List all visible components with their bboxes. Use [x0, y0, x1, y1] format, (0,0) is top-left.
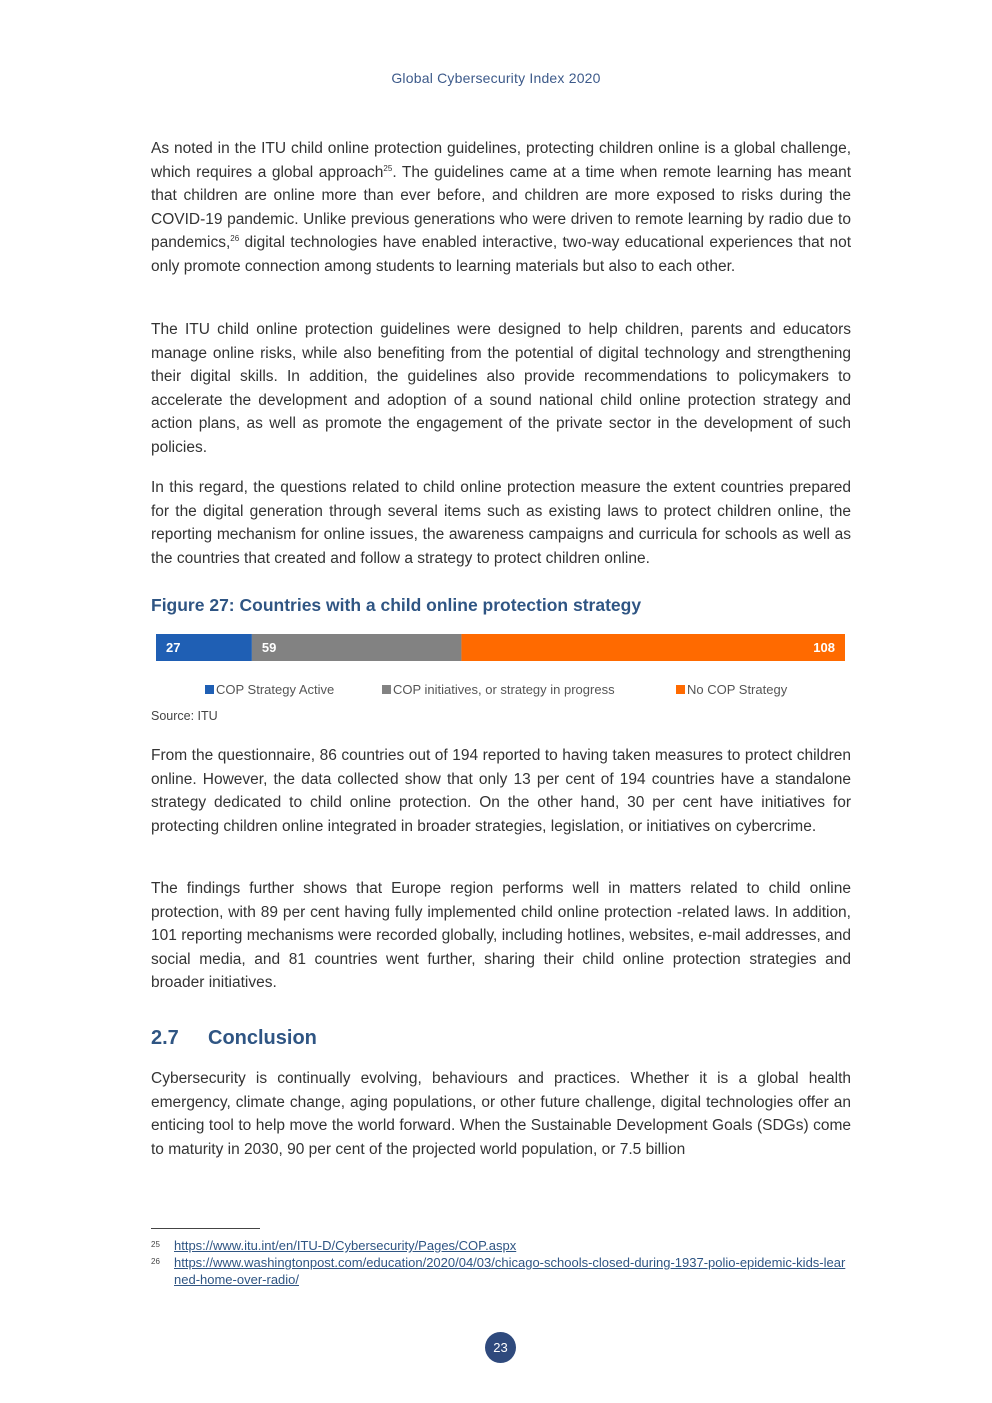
- footnotes: [151, 1237, 851, 1288]
- legend-swatch-active: [205, 685, 214, 694]
- legend-label-in-progress: COP initiatives, or strategy in progress: [393, 682, 615, 697]
- footnote-divider: [151, 1228, 260, 1229]
- paragraph-3: In this regard, the questions related to child online protection measure the extent countries prepared for the digital generation through several items such as existing laws to protect children online, the reporting mechanism for online issues, the awareness campaigns and curricula for schools as well as the countries that created and follow a strategy to protect children online.: [151, 479, 851, 567]
- footnote-25: [151, 1237, 851, 1254]
- footnote-ref-26[interactable]: 26: [230, 234, 240, 244]
- legend-label-active: COP Strategy Active: [216, 682, 335, 697]
- stacked-bar-chart: [151, 628, 851, 668]
- figure-title: Figure 27: Countries with a child online protection strategy: [151, 595, 642, 615]
- section-number: 2.7: [151, 1027, 179, 1049]
- paragraph-2: The ITU child online protection guidelines were designed to help children, parents and educators manage online risks, while also benefiting from the potential of digital technology and strengthening their digital skills. In addition, the guidelines also provide recommendations to policymakers to accelerate the development and adoption of a sound national child online protection strategy and action plans, as well as promote the engagement of the private sector in the development of such policies.: [151, 321, 851, 456]
- running-header: Global Cybersecurity Index 2020: [391, 70, 601, 86]
- bar-label-none: 108: [813, 640, 835, 655]
- section-title: Conclusion: [208, 1027, 317, 1049]
- legend-label-none: No COP Strategy: [687, 682, 788, 697]
- footnote-number: 25: [151, 1240, 160, 1249]
- p1-text-a: As noted in the ITU child online protection guidelines, protecting children online is a global challenge, which requires a global approach: [151, 140, 851, 181]
- bar-label-active: 27: [166, 640, 181, 655]
- legend-item-active: [205, 682, 334, 697]
- bar-label-in-progress: 59: [261, 640, 277, 655]
- p1-text-b: . The guidelines came at a time when remote learning has meant that children are online more than ever before, and children are more exposed to risks during the COVID-19 pandemic. Unlike previous generations who were driven to remote learning by radio due to pandemics,: [151, 163, 852, 252]
- figure-source: Source: ITU: [151, 709, 218, 723]
- bar-segment-in-progress: [252, 634, 462, 661]
- section-heading: [151, 1027, 317, 1050]
- page-number-badge: 23: [485, 1332, 516, 1363]
- footnote-26: [151, 1254, 851, 1288]
- bar-segment-none: [461, 634, 845, 661]
- legend-item-in-progress: [382, 682, 615, 697]
- footnote-number: 26: [151, 1257, 160, 1266]
- paragraph-1: [151, 137, 851, 279]
- legend-item-none: [676, 682, 787, 697]
- paragraph-6: Cybersecurity is continually evolving, behaviours and practices. Whether it is a global health emergency, climate change, aging populations, or other future challenge, digital technologies offer an enticing tool to help move the world forward. When the Sustainable Development Goals (SDGs) come to maturity in 2030, 90 per cent of the projected world population, or 7.5 billion: [151, 1070, 851, 1158]
- p1-text-c: digital technologies have enabled interactive, two-way educational experiences that not only promote connection among students to learning materials but also to each other.: [151, 234, 851, 275]
- paragraph-4: From the questionnaire, 86 countries out of 194 reported to having taken measures to protect children online. However, the data collected show that only 13 per cent of 194 countries have a standalone strategy dedicated to child online protection. On the other hand, 30 per cent have initiatives for protecting children online integrated in broader strategies, legislation, or initiatives on cybercrime.: [151, 747, 851, 835]
- legend-swatch-in-progress: [382, 685, 391, 694]
- paragraph-5: The findings further shows that Europe region performs well in matters related to child online protection, with 89 per cent having fully implemented child online protection -related laws. In addition, 101 reporting mechanisms were recorded globally, including hotlines, websites, e-mail addresses, and social media, and 81 countries went further, sharing their child online protection strategies and broader initiatives.: [151, 880, 851, 992]
- legend-swatch-none: [676, 685, 685, 694]
- footnote-link-washingtonpost[interactable]: https://www.washingtonpost.com/education/2020/04/03/chicago-schools-closed-during-1937-polio-epidemic-kids-learned-home-over-radio/: [174, 1255, 846, 1287]
- footnote-ref-25[interactable]: 25: [383, 163, 393, 173]
- footnote-link-itu[interactable]: https://www.itu.int/en/ITU-D/Cybersecurity/Pages/COP.aspx: [174, 1238, 517, 1253]
